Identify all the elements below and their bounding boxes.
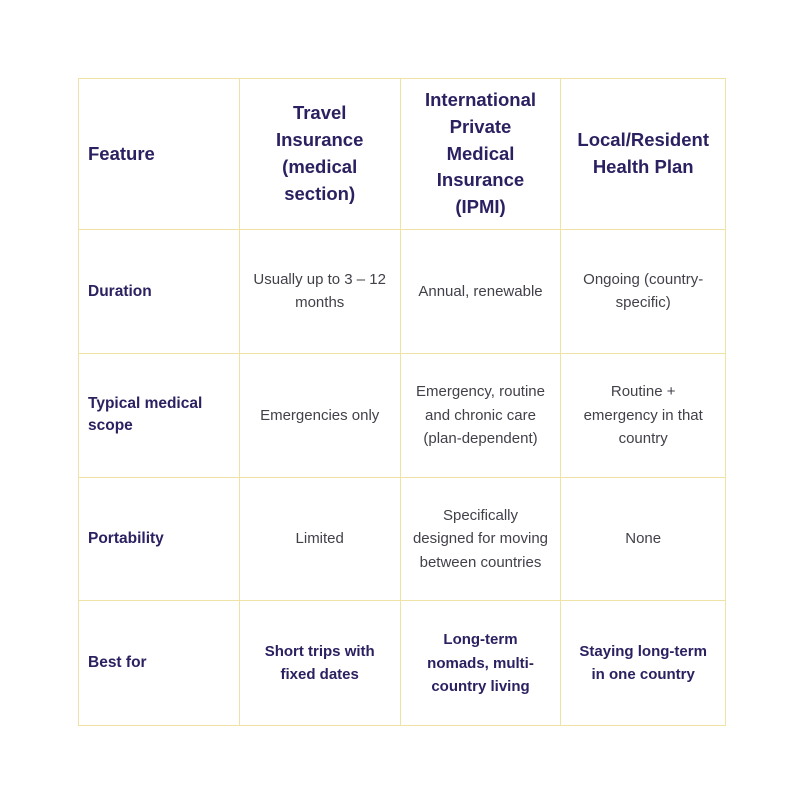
cell-portability-local: None	[561, 478, 725, 602]
cell-duration-travel: Usually up to 3 – 12 months	[240, 230, 401, 354]
cell-duration-local: Ongoing (country-specific)	[561, 230, 725, 354]
row-label-portability: Portability	[79, 478, 240, 602]
header-cell-ipmi: International Private Medical Insurance (IPMI)	[401, 79, 562, 230]
header-cell-local-health-plan: Local/Resident Health Plan	[561, 79, 725, 230]
cell-bestfor-travel: Short trips with fixed dates	[240, 601, 401, 725]
cell-scope-local: Routine + emergency in that country	[561, 354, 725, 478]
cell-scope-travel: Emergencies only	[240, 354, 401, 478]
cell-duration-ipmi: Annual, renewable	[401, 230, 562, 354]
header-cell-travel-insurance: Travel Insurance (medical section)	[240, 79, 401, 230]
cell-portability-travel: Limited	[240, 478, 401, 602]
row-label-typical-medical-scope: Typical medical scope	[79, 354, 240, 478]
insurance-comparison-table	[78, 78, 726, 726]
cell-bestfor-ipmi: Long-term nomads, multi-country living	[401, 601, 562, 725]
row-label-duration: Duration	[79, 230, 240, 354]
row-label-best-for: Best for	[79, 601, 240, 725]
cell-portability-ipmi: Specifically designed for moving between countries	[401, 478, 562, 602]
cell-scope-ipmi: Emergency, routine and chronic care (plan-dependent)	[401, 354, 562, 478]
header-cell-feature: Feature	[79, 79, 240, 230]
cell-bestfor-local: Staying long-term in one country	[561, 601, 725, 725]
